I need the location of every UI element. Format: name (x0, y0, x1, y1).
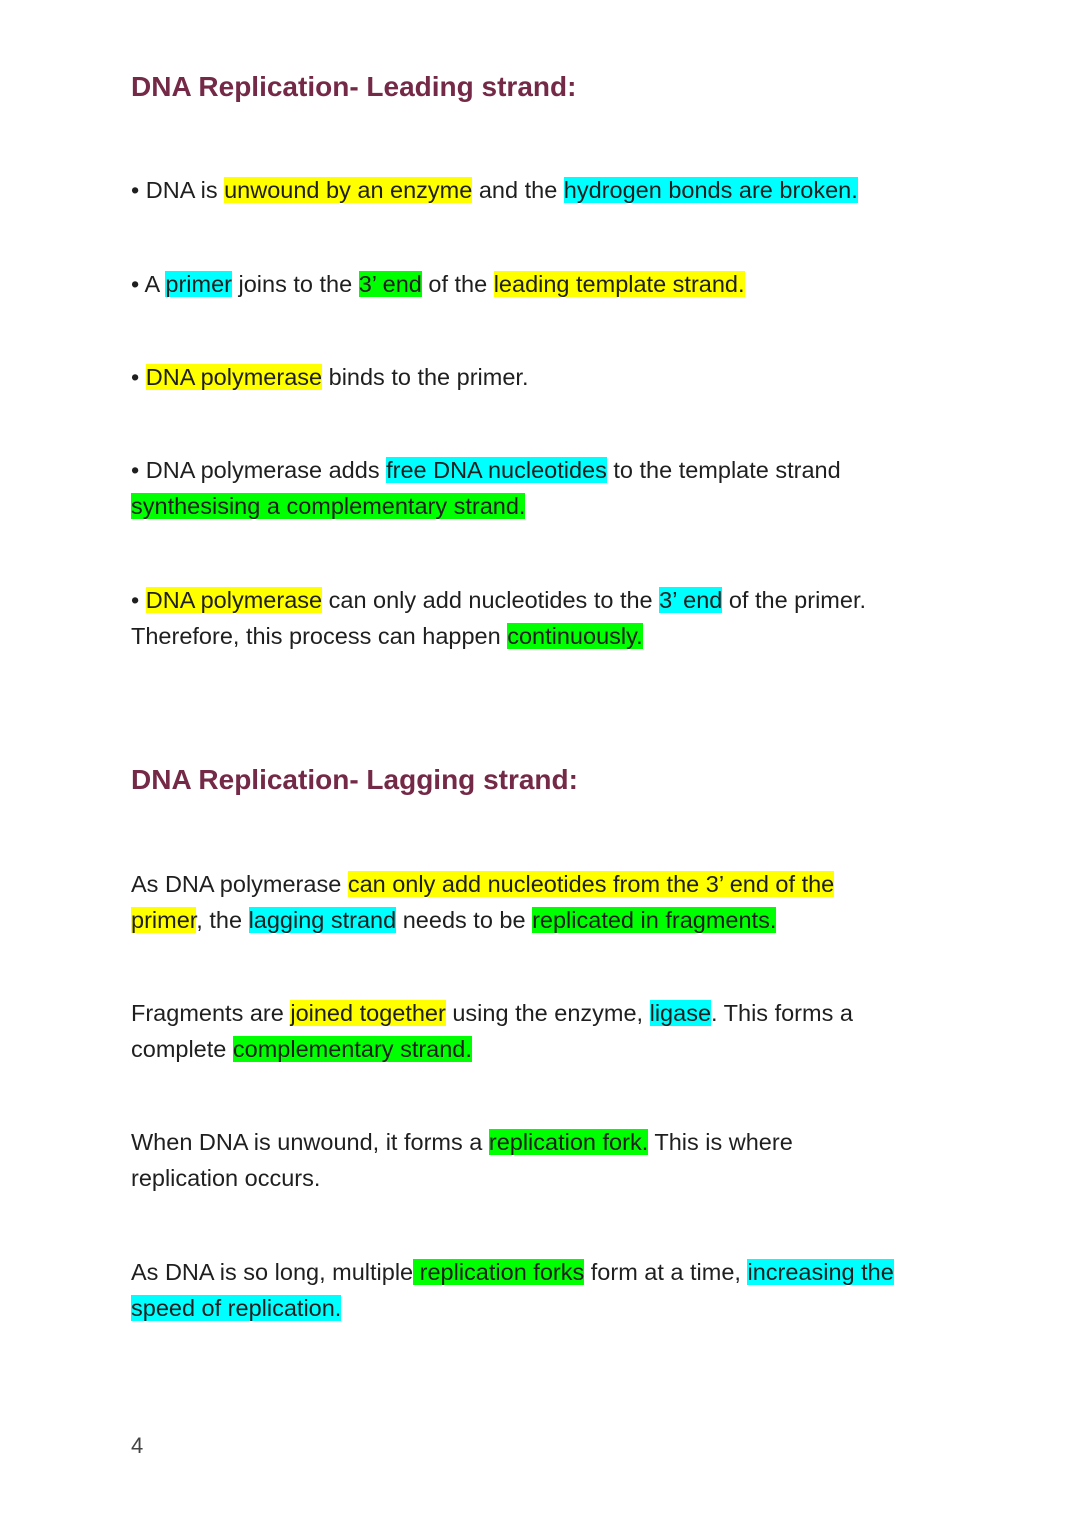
highlight-yellow: primer (131, 907, 197, 933)
leading-bullet-3 (131, 359, 528, 395)
highlight-yellow: DNA polymerase (145, 364, 323, 390)
lagging-strand-heading: DNA Replication- Lagging strand: (131, 764, 578, 795)
lagging-paragraph-4 (131, 1254, 894, 1326)
text-run: • A (131, 271, 166, 297)
text-run: form at a time, (584, 1259, 748, 1285)
text-run: As DNA polymerase (131, 871, 348, 897)
highlight-cyan: speed of replication. (131, 1295, 342, 1321)
highlight-yellow: DNA polymerase (145, 587, 323, 613)
highlight-green: complementary strand. (232, 1036, 472, 1062)
text-run: • (131, 587, 146, 613)
text-run: Fragments are (131, 1000, 291, 1026)
highlight-cyan: increasing the (747, 1259, 894, 1285)
text-run: binds to the primer. (322, 364, 529, 390)
highlight-yellow: can only add nucleotides from the 3’ end of the (347, 871, 835, 897)
leading-bullet-4 (131, 452, 841, 524)
lagging-paragraph-1 (131, 866, 834, 938)
highlight-green: synthesising a complementary strand. (131, 493, 526, 519)
highlight-cyan: free DNA nucleotides (386, 457, 607, 483)
highlight-cyan: 3’ end (659, 587, 723, 613)
page-number: 4 (131, 1433, 144, 1458)
leading-bullet-1 (131, 172, 858, 208)
text-run: can only add nucleotides to the (322, 587, 660, 613)
highlight-cyan: primer (165, 271, 232, 297)
text-run: complete (131, 1036, 233, 1062)
highlight-yellow: joined together (290, 1000, 446, 1026)
highlight-cyan: hydrogen bonds are broken. (563, 177, 858, 203)
leading-bullet-2 (131, 266, 745, 302)
highlight-cyan: ligase (649, 1000, 712, 1026)
leading-strand-heading: DNA Replication- Leading strand: (131, 71, 577, 102)
text-run: • DNA is (131, 177, 225, 203)
text-run: , the (196, 907, 249, 933)
text-run: of the (421, 271, 494, 297)
text-run: needs to be (396, 907, 533, 933)
text-run: and the (472, 177, 564, 203)
text-run: . This forms a (711, 1000, 853, 1026)
text-run: • (131, 364, 146, 390)
highlight-green: continuously. (507, 623, 643, 649)
lagging-paragraph-3 (131, 1124, 793, 1196)
highlight-green: replication forks (413, 1259, 585, 1285)
highlight-cyan: lagging strand (248, 907, 397, 933)
text-run: As DNA is so long, multiple (131, 1259, 414, 1285)
lagging-paragraph-2 (131, 995, 853, 1067)
highlight-green: 3’ end (358, 271, 422, 297)
text-run: of the primer. (722, 587, 867, 613)
leading-bullet-5 (131, 582, 866, 654)
highlight-yellow: unwound by an enzyme (224, 177, 473, 203)
text-run: This is where (648, 1129, 793, 1155)
highlight-green: replication fork. (488, 1129, 649, 1155)
text-run: joins to the (231, 271, 359, 297)
highlight-green: replicated in fragments. (532, 907, 777, 933)
text-run: using the enzyme, (445, 1000, 650, 1026)
text-run: Therefore, this process can happen (131, 623, 508, 649)
text-run: replication occurs. (131, 1165, 321, 1191)
text-run: When DNA is unwound, it forms a (131, 1129, 489, 1155)
text-run: • DNA polymerase adds (131, 457, 387, 483)
highlight-yellow: leading template strand. (493, 271, 745, 297)
text-run: to the template strand (606, 457, 841, 483)
